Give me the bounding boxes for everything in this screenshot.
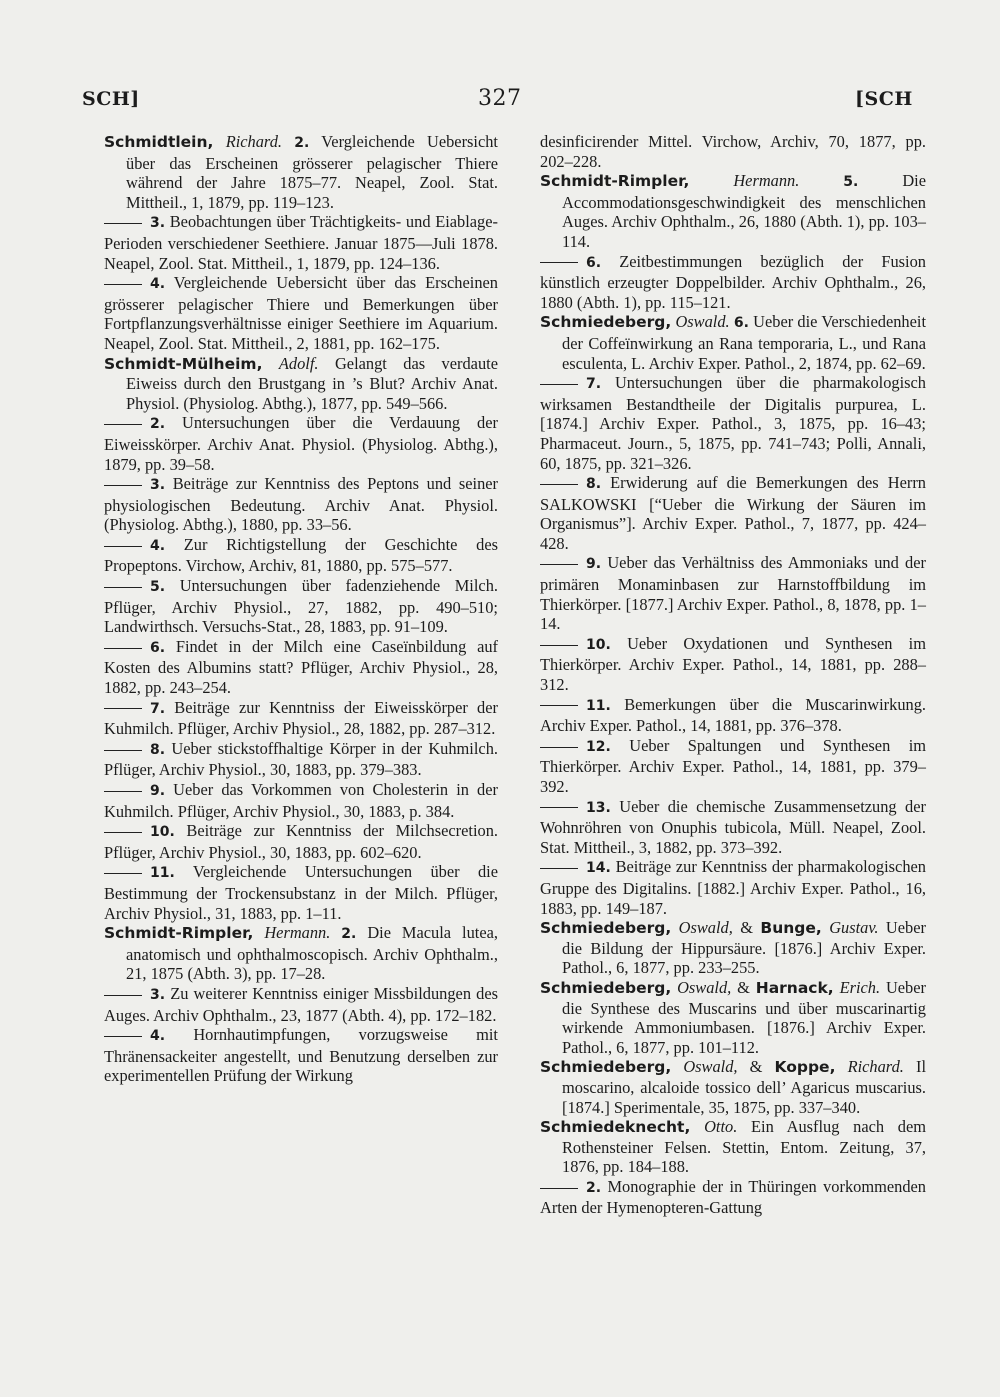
author-surname: Schmiedeberg, — [540, 978, 672, 997]
ditto-dash — [104, 832, 142, 833]
ditto-dash — [540, 645, 578, 646]
author-entry — [540, 171, 926, 251]
ditto-dash — [104, 424, 142, 425]
ditto-dash — [540, 807, 578, 808]
author-forename: Otto. — [704, 1117, 738, 1137]
entry-number: 7. — [150, 700, 166, 717]
author-surname: Schmidt-Rimpler, — [104, 924, 254, 943]
entry-text: Ueber stickstoffhaltige Körper in der Kuhmilch. Pflüger, Archiv Physiol., 30, 1883, pp. 379–383. — [104, 738, 498, 780]
entry-text: Il moscarino, alcaloide tossico dell’ Agaricus muscarius. [1874.] Sperimentale, 35, 1875, pp. 337–340. — [562, 1057, 926, 1117]
entry-text: Ueber das Vorkommen von Cholesterin in der Kuhmilch. Pflüger, Archiv Physiol., 30, 1883, p. 384. — [104, 780, 498, 821]
entry-number: 2. — [341, 926, 357, 943]
sub-entry — [104, 984, 498, 1025]
entry-number: 6. — [586, 254, 602, 271]
entry-number: 2. — [586, 1179, 602, 1196]
author-forename: Oswald, — [683, 1057, 738, 1077]
sub-entry — [540, 634, 926, 695]
author-entry — [104, 923, 498, 984]
entry-text: Vergleichende Uebersicht über das Erscheinen grösserer pelagischer Thiere und Bemerkungen über Fortpflanzungsverhältnisse einiger Seethiere im Aquarium. Neapel, Zool. Stat. Mittheil., 2, 1881, pp. 162–175. — [104, 273, 498, 353]
sub-entry — [104, 698, 498, 739]
author-surname: Schmidt-Mülheim, — [104, 354, 263, 373]
sub-entry — [540, 797, 926, 858]
entry-number: 14. — [586, 860, 611, 877]
ditto-dash — [104, 587, 142, 588]
entry-text: Die Macula lutea, anatomisch und ophthalmoscopisch. Archiv Ophthalm., 21, 1875 (Abth. 3), pp. 17–28. — [126, 923, 498, 984]
entry-number: 3. — [150, 986, 166, 1003]
ditto-dash — [540, 868, 578, 869]
author-entry — [540, 312, 926, 373]
sub-entry — [540, 1177, 926, 1218]
left-column — [104, 132, 498, 1086]
entry-text: Untersuchungen über die Verdauung der Eiweisskörper. Archiv Anat. Physiol. (Physiolog. Abthg.), 1879, pp. 39–58. — [104, 413, 498, 474]
entry-text: Erwiderung auf die Bemerkungen des Herrn SALKOWSKI [“Ueber die Wirkung der Säuren im Organismus”]. Archiv Exper. Pathol., 7, 1877, pp. 424–428. — [540, 473, 926, 553]
sub-entry — [104, 212, 498, 273]
ditto-dash — [104, 485, 142, 486]
coauthor-surname: Harnack, — [755, 978, 834, 997]
ditto-dash — [540, 384, 578, 385]
sub-entry — [540, 736, 926, 797]
entry-text: Ueber das Verhältniss des Ammoniaks und der primären Monaminbasen zur Harnstoffbildung im Thierkörper. [1877.] Archiv Exper. Pathol., 8, 1878, pp. 1–14. — [540, 553, 926, 634]
entry-number: 8. — [150, 741, 166, 758]
ditto-dash — [540, 564, 578, 565]
ditto-dash — [104, 1036, 142, 1037]
entry-number: 12. — [586, 738, 611, 755]
author-entry — [540, 1117, 926, 1177]
sub-entry — [104, 413, 498, 474]
entry-number: 11. — [150, 865, 175, 882]
sub-entry — [104, 273, 498, 353]
running-head-left: SCH] — [82, 88, 140, 110]
entry-number: 6. — [733, 315, 749, 332]
coauthor-surname: Bunge, — [760, 919, 822, 938]
author-entry: Schmiedeberg, Oswald, & Bunge, Gustav. Ueber die Bildung der Hippursäure. [1876.] Archiv Exper. Pathol., 6, 1877, pp. 233–255. — [540, 918, 926, 978]
entry-text: Gelangt das verdaute Eiweiss durch den Brustgang in ’s Blut? Archiv Anat. Physiol. (Physiolog. Abthg.), 1877, pp. 549–566. — [126, 353, 498, 413]
entry-text: Ueber Spaltungen und Synthesen im Thierkörper. Archiv Exper. Pathol., 14, 1881, pp. 379–392. — [540, 735, 926, 796]
author-entry: Schmiedeberg, Oswald, & Harnack, Erich. Ueber die Synthese des Muscarins und über muscarinartig wirkende Ammoniumbasen. [1876.] Archiv Exper. Pathol., 6, 1877, pp. 101–112. — [540, 977, 926, 1057]
entry-number: 10. — [150, 824, 175, 841]
entry-text: Zu weiterer Kenntniss einiger Missbildungen des Auges. Archiv Ophthalm., 23, 1877 (Abth. 4), pp. 172–182. — [104, 983, 498, 1025]
ditto-dash — [540, 705, 578, 706]
ditto-dash — [104, 284, 142, 285]
sub-entry — [540, 252, 926, 313]
author-forename: Richard. — [225, 132, 282, 151]
entry-text: Ueber Oxydationen und Synthesen im Thierkörper. Archiv Exper. Pathol., 14, 1881, pp. 288–312. — [540, 633, 926, 695]
coauthor-surname: Koppe, — [774, 1058, 836, 1077]
ditto-dash — [104, 750, 142, 751]
sub-entry — [104, 780, 498, 821]
entry-text: Vergleichende Uebersicht über das Erscheinen grösserer pelagischer Thiere während der Jahre 1875–77. Neapel, Zool. Stat. Mittheil., 1, 1879, pp. 119–123. — [126, 132, 498, 212]
author-surname: Schmiedeknecht, — [540, 1118, 691, 1137]
ditto-dash — [540, 484, 578, 485]
ditto-dash — [104, 223, 142, 224]
author-forename: Oswald, — [677, 977, 732, 997]
entry-number: 13. — [586, 799, 611, 816]
entry-text: Findet in der Milch eine Caseïnbildung auf Kosten des Albumins statt? Pflüger, Archiv Physiol., 28, 1882, pp. 243–254. — [104, 636, 498, 698]
author-forename: Hermann. — [264, 923, 331, 943]
sub-entry — [540, 857, 926, 918]
running-head-right: [SCH — [855, 88, 913, 110]
entry-number: 7. — [586, 376, 602, 393]
sub-entry — [104, 576, 498, 637]
entry-number: 2. — [150, 416, 166, 433]
entry-number: 4. — [150, 537, 166, 554]
author-forename: Oswald. — [675, 312, 730, 332]
entry-text: Monographie der in Thüringen vorkommenden Arten der Hymenopteren-Gattung — [540, 1176, 926, 1218]
ditto-dash — [104, 648, 142, 649]
entry-text: Ueber die Synthese des Muscarins und über muscarinartig wirkende Ammoniumbasen. [1876.] Archiv Exper. Pathol., 6, 1877, pp. 101–112. — [562, 977, 926, 1057]
entry-text: Zur Richtigstellung der Geschichte des Propeptons. Virchow, Archiv, 81, 1880, pp. 575–577. — [104, 534, 498, 576]
sub-entry — [104, 862, 498, 923]
entry-number: 4. — [150, 276, 166, 293]
sub-entry — [540, 373, 926, 473]
entry-text: Beiträge zur Kenntniss der Milchsecretion. Pflüger, Archiv Physiol., 30, 1883, pp. 602–620. — [104, 821, 498, 862]
ditto-dash — [104, 873, 142, 874]
entry-text: desinficirender Mittel. Virchow, Archiv, 70, 1877, pp. 202–228. — [540, 132, 926, 171]
sub-entry — [540, 473, 926, 553]
entry-text: Zeitbestimmungen bezüglich der Fusion künstlich erzeugter Doppelbilder. Archiv Ophthalm., 26, 1880 (Abth. 1), pp. 115–121. — [540, 251, 926, 312]
ditto-dash — [104, 791, 142, 792]
continued-entry — [540, 132, 926, 171]
entry-text: Ueber die Bildung der Hippursäure. [1876.] Archiv Exper. Pathol., 6, 1877, pp. 233–255. — [562, 918, 926, 978]
entry-text: Beobachtungen über Trächtigkeits- und Eiablage-Perioden verschiedener Seethiere. Januar 1875—Juli 1878. Neapel, Zool. Stat. Mittheil., 1, 1879, pp. 124–136. — [104, 212, 498, 273]
sub-entry — [104, 739, 498, 780]
entry-number: 4. — [150, 1028, 166, 1045]
sub-entry — [104, 637, 498, 698]
entry-number: 9. — [586, 556, 602, 573]
sub-entry — [104, 474, 498, 535]
entry-text: Beiträge zur Kenntniss des Peptons und seiner physiologischen Bedeutung. Archiv Anat. Physiol. (Physiolog. Abthg.), 1880, pp. 33–56. — [104, 474, 498, 535]
page-number: 327 — [478, 86, 522, 111]
entry-text: Untersuchungen über die pharmakologisch wirksamen Bestandtheile der Digitalis purpurea, L. [1874.] Archiv Exper. Pathol., 3, 1875, pp. 16–43; Pharmaceut. Journ., 5, 1875, pp. 741–743; Polli, Annali, 60, 1875, pp. 321–326. — [540, 373, 926, 473]
coauthor-forename: Gustav. — [829, 918, 879, 938]
entry-number: 9. — [150, 783, 166, 799]
entry-text: Ueber die Verschiedenheit der Coffeïnwirkung an Rana temporaria, L., und Rana esculenta, L. Archiv Exper. Pathol., 2, 1874, pp. 62–69. — [562, 312, 926, 373]
ditto-dash — [540, 747, 578, 748]
ditto-dash — [104, 708, 142, 709]
entry-text: Hornhautimpfungen, vorzugsweise mit Thränensackeiter angestellt, und Benutzung derselben zur experimentellen Prüfung der Wirkung — [104, 1025, 498, 1086]
entry-text: Untersuchungen über fadenziehende Milch. Pflüger, Archiv Physiol., 27, 1882, pp. 490–510; Landwirthsch. Versuchs-Stat., 28, 1883, pp. 91–109. — [104, 576, 498, 637]
entry-text: Ueber die chemische Zusammensetzung der Wohnröhren von Onuphis tubicola, Müll. Neapel, Zool. Stat. Mittheil., 3, 1882, pp. 373–392. — [540, 796, 926, 857]
entry-number: 11. — [586, 697, 611, 714]
author-surname: Schmidt-Rimpler, — [540, 172, 690, 191]
ditto-dash — [540, 262, 578, 263]
entry-text: Beiträge zur Kenntniss der pharmakologischen Gruppe des Digitalins. [1882.] Archiv Exper. Pathol., 16, 1883, pp. 149–187. — [540, 857, 926, 918]
entry-number: 8. — [586, 476, 602, 493]
entry-text: Beiträge zur Kenntniss der Eiweisskörper der Kuhmilch. Pflüger, Archiv Physiol., 28, 1882, pp. 287–312. — [104, 697, 498, 739]
author-entry — [104, 354, 498, 414]
author-entry — [104, 132, 498, 212]
sub-entry — [104, 821, 498, 862]
right-column — [540, 132, 926, 1218]
entry-number: 2. — [294, 135, 310, 151]
entry-number: 6. — [150, 639, 166, 656]
entry-number: 10. — [586, 636, 611, 653]
entry-number: 5. — [150, 579, 166, 596]
author-forename: Adolf. — [278, 353, 319, 373]
sub-entry — [540, 553, 926, 633]
author-surname: Schmiedeberg, — [540, 1058, 672, 1077]
author-forename: Hermann. — [733, 171, 800, 191]
coauthor-forename: Richard. — [847, 1057, 904, 1077]
author-entry: Schmiedeberg, Oswald, & Koppe, Richard. Il moscarino, alcaloide tossico dell’ Agaricus muscarius. [1874.] Sperimentale, 35, 1875, pp. 337–340. — [540, 1057, 926, 1117]
entry-number: 5. — [843, 174, 859, 191]
ditto-dash — [540, 1188, 578, 1189]
sub-entry — [540, 695, 926, 736]
entry-number: 3. — [150, 477, 166, 494]
entry-number: 3. — [150, 215, 166, 232]
entry-text: Die Accommodationsgeschwindigkeit des menschlichen Auges. Archiv Ophthalm., 26, 1880 (Abth. 1), pp. 103–114. — [562, 171, 926, 251]
author-forename: Oswald, — [678, 918, 733, 938]
sub-entry — [104, 1025, 498, 1086]
sub-entry — [104, 535, 498, 576]
author-surname: Schmiedeberg, — [540, 919, 672, 938]
entry-text: Bemerkungen über die Muscarinwirkung. Archiv Exper. Pathol., 14, 1881, pp. 376–378. — [540, 694, 926, 736]
author-surname: Schmiedeberg, — [540, 313, 672, 332]
entry-text: Ein Ausflug nach dem Rothensteiner Felsen. Stettin, Entom. Zeitung, 37, 1876, pp. 184–188. — [562, 1117, 926, 1177]
coauthor-forename: Erich. — [839, 977, 881, 997]
ditto-dash — [104, 995, 142, 996]
ditto-dash — [104, 546, 142, 547]
entry-text: Vergleichende Untersuchungen über die Bestimmung der Trockensubstanz in der Milch. Pflüger, Archiv Physiol., 31, 1883, pp. 1–11. — [104, 862, 498, 923]
author-surname: Schmidtlein, — [104, 133, 214, 151]
